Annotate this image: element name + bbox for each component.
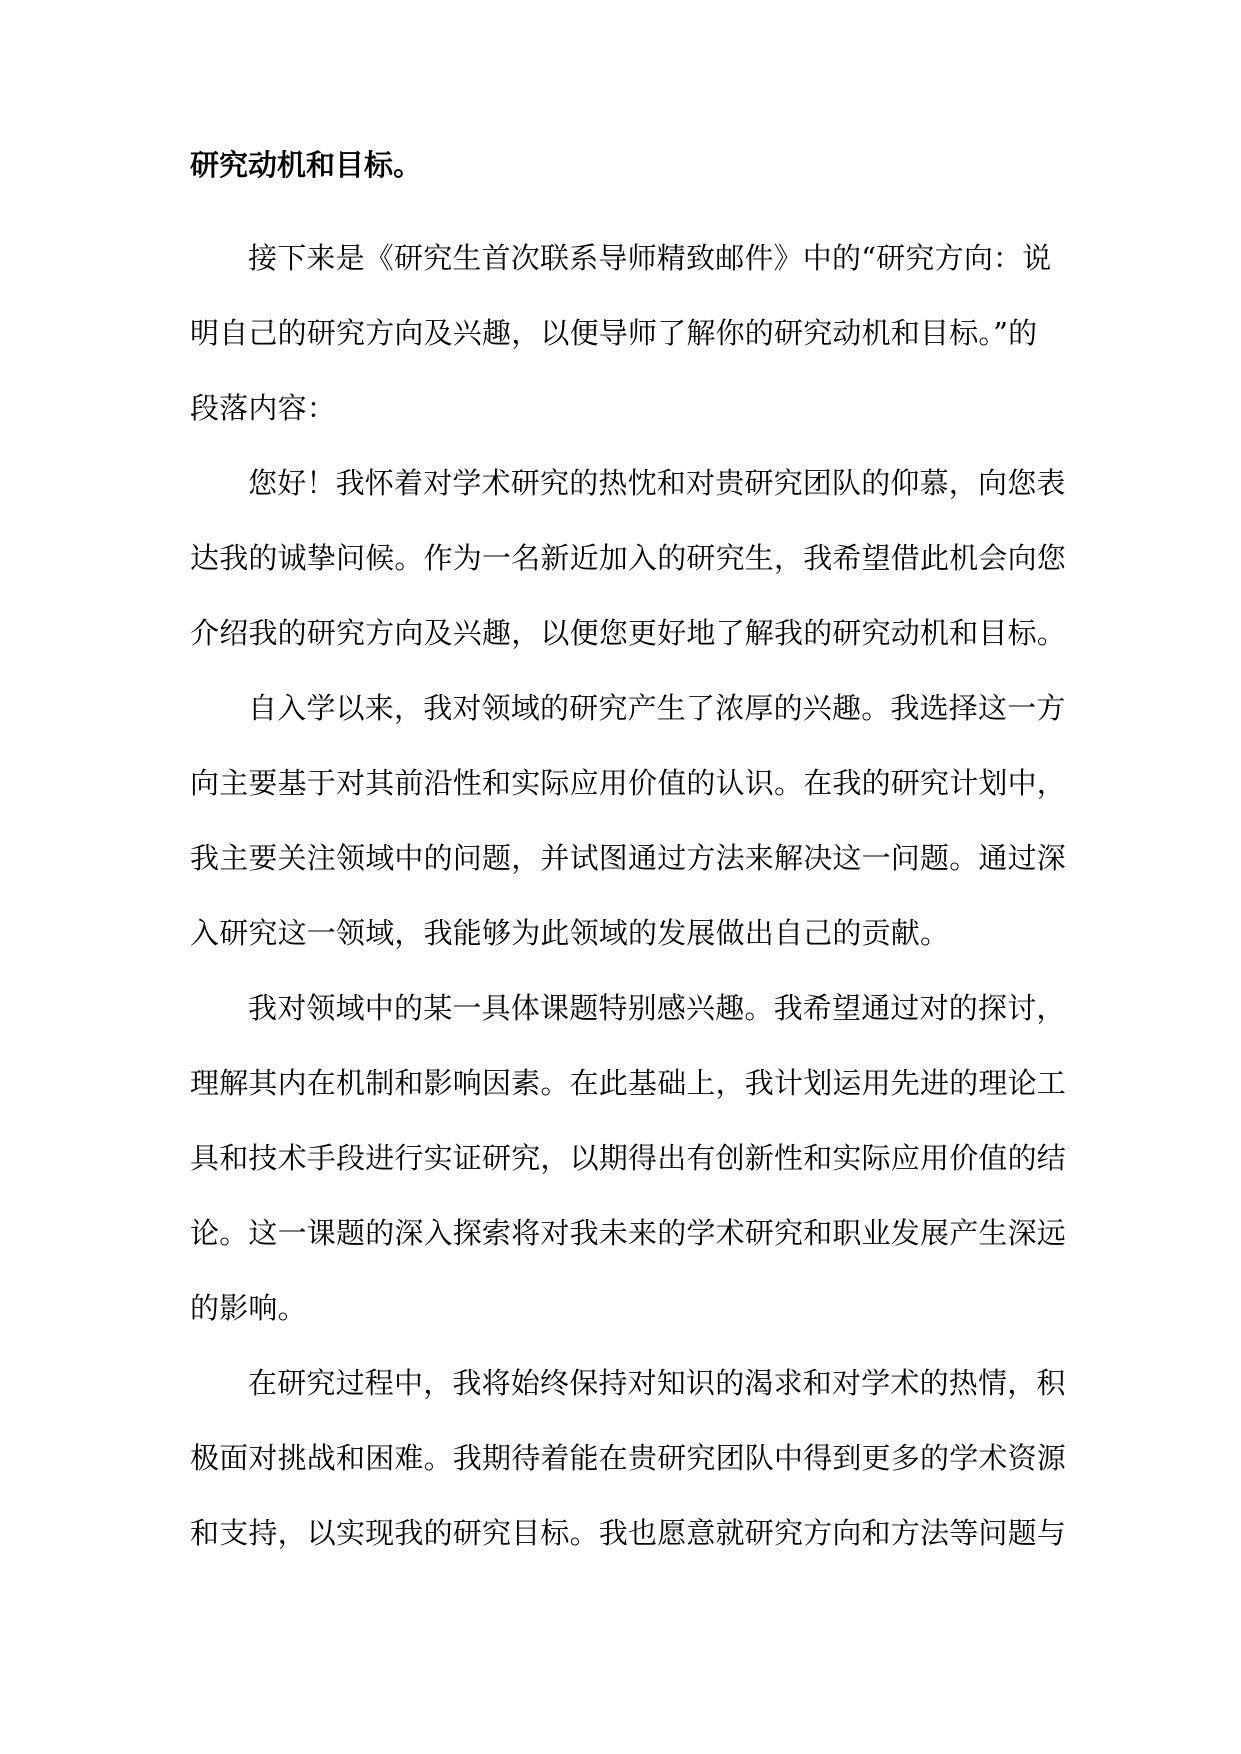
section-heading: 研究动机和目标。 xyxy=(190,148,423,182)
paragraph-line: 明自己的研究方向及兴趣，以便导师了解你的研究动机和目标。”的 xyxy=(190,316,1038,350)
paragraph-line: 我对领域中的某一具体课题特别感兴趣。我希望通过对的探讨， xyxy=(248,991,1066,1025)
paragraph-intro xyxy=(190,221,1062,446)
paragraph-line: 极面对挑战和困难。我期待着能在贵研究团队中得到更多的学术资源 xyxy=(190,1441,1067,1475)
paragraph-line: 的影响。 xyxy=(190,1291,307,1325)
paragraph-greeting xyxy=(190,446,1067,671)
paragraph-line: 我主要关注领域中的问题，并试图通过方法来解决这一问题。通过深 xyxy=(190,841,1067,875)
paragraph-line: 自入学以来，我对领域的研究产生了浓厚的兴趣。我选择这一方 xyxy=(248,691,1066,725)
paragraph-line: 接下来是《研究生首次联系导师精致邮件》中的“研究方向：说 xyxy=(248,241,1052,275)
paragraph-line: 具和技术手段进行实证研究，以期得出有创新性和实际应用价值的结 xyxy=(190,1141,1067,1175)
paragraph-line: 您好！我怀着对学术研究的热忱和对贵研究团队的仰慕，向您表 xyxy=(248,466,1066,500)
paragraph-research-process xyxy=(190,1346,1067,1571)
paragraph-line: 达我的诚挚问候。作为一名新近加入的研究生，我希望借此机会向您 xyxy=(190,541,1067,575)
paragraph-line: 在研究过程中，我将始终保持对知识的渴求和对学术的热情，积 xyxy=(248,1366,1066,1400)
paragraph-line: 入研究这一领域，我能够为此领域的发展做出自己的贡献。 xyxy=(190,916,950,950)
paragraph-line: 向主要基于对其前沿性和实际应用价值的认识。在我的研究计划中， xyxy=(190,766,1067,800)
paragraph-line: 论。这一课题的深入探索将对我未来的学术研究和职业发展产生深远 xyxy=(190,1216,1067,1250)
paragraph-topic-interest xyxy=(190,971,1067,1346)
paragraph-research-direction xyxy=(190,671,1067,971)
paragraph-line: 理解其内在机制和影响因素。在此基础上，我计划运用先进的理论工 xyxy=(190,1066,1067,1100)
paragraph-line: 段落内容： xyxy=(190,391,337,425)
document-body xyxy=(190,145,1067,1571)
paragraph-line: 介绍我的研究方向及兴趣，以便您更好地了解我的研究动机和目标。 xyxy=(190,616,1067,650)
paragraph-line: 和支持，以实现我的研究目标。我也愿意就研究方向和方法等问题与 xyxy=(190,1516,1067,1550)
